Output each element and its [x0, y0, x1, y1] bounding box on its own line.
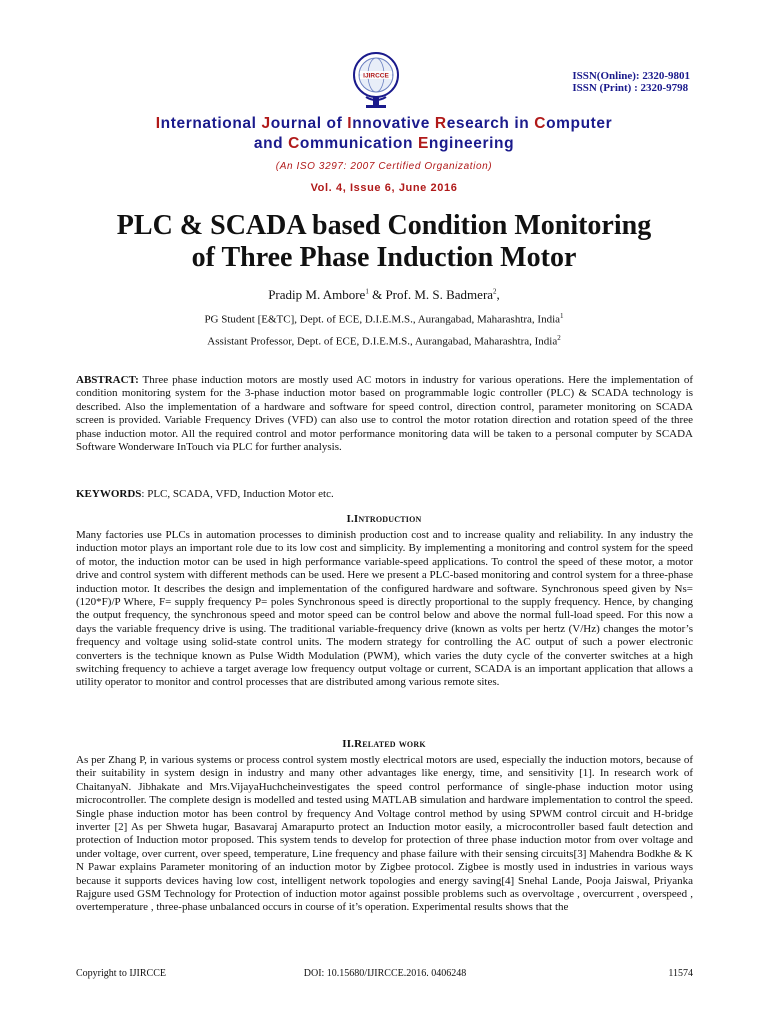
journal-name-part: R [434, 115, 447, 132]
affiliation-1-text: PG Student [E&TC], Dept. of ECE, D.I.E.M.S., Aurangabad, Maharashtra, India [204, 313, 561, 326]
affiliation-1-sup: 1 [560, 312, 564, 320]
paper-title-line2: of Three Phase Induction Motor [191, 242, 577, 273]
ijircce-logo [344, 47, 408, 111]
issn-print: ISSN (Print) : 2320-9798 [572, 82, 689, 94]
section-introduction-heading: I.Introduction [346, 513, 422, 525]
journal-name-part: esearch in [446, 115, 535, 132]
abstract [76, 374, 693, 454]
affiliation-2 [0, 334, 768, 348]
footer-page-number: 11574 [668, 968, 693, 979]
journal-name-part: omputer [546, 115, 613, 132]
author-end: , [496, 287, 500, 302]
paper-title [0, 210, 768, 274]
journal-name [0, 114, 768, 154]
journal-name-part: nternational [160, 115, 262, 132]
iso-certification: (An ISO 3297: 2007 Certified Organization) [275, 161, 493, 172]
journal-name-part: I [347, 115, 353, 132]
author-1-sup: 1 [365, 287, 369, 296]
journal-name-part: ngineering [428, 135, 515, 152]
author-2-sup: 2 [493, 287, 497, 296]
journal-name-part: and [253, 135, 289, 152]
journal-name-part: C [534, 115, 547, 132]
abstract-label: ABSTRACT: [76, 374, 139, 386]
journal-name-part: ournal of [270, 115, 348, 132]
abstract-text: Three phase induction motors are mostly used AC motors in industry for various operations. Here the implementation of condition monitoring system for the 3-phase induction motor based on programmable logic controller (PLC) & SCADA technology is described. Also the implementation of a hardware and software for speed control, direction control, parameter monitoring on SCADA screen is provided. Variable Frequency Drives (VFD) can also use to control the motor rotation direction and rotation speed of the three phase induction motor. All the required control and motor performance monitoring data will be taken to a personal computer by SCADA Software Wonderware InTouch via PLC for further analysis. [76, 374, 693, 454]
journal-name-part: nnovative [352, 115, 435, 132]
section-related-work-heading: II.Related work [342, 738, 426, 750]
keywords-text: : PLC, SCADA, VFD, Induction Motor etc. [141, 488, 334, 500]
authors [0, 287, 768, 303]
author-1: Pradip M. Ambore [268, 287, 366, 302]
keywords [76, 488, 693, 500]
journal-name-part: E [417, 135, 429, 152]
journal-name-part: C [288, 135, 300, 152]
journal-name-part: J [261, 115, 271, 132]
journal-name-line2 [0, 134, 768, 154]
keywords-label: KEYWORDS [76, 488, 142, 500]
journal-name-line1 [0, 114, 768, 134]
journal-name-part: ommunication [299, 135, 418, 152]
affiliation-1 [0, 312, 768, 326]
section-introduction-text: Many factories use PLCs in automation processes to diminish production cost and to increase quality and reliability. In any industry the induction motor plays an important role due to its low cost and simplicity. By implementing a monitoring and control system for the speed of motor, the induction motor can be used in high performance variable-speed applications. To control the speed of these motor, a motor drive and control system with different methods can be used. Here we present a PLC-based monitoring and control system for a three-phase induction motor. It describes the design and implementation of the configured hardware and software. Synchronous speed given by Ns= (120*F)/P Where, F= supply frequency P= poles Synchronous speed is directly proportional to the supply frequency. Hence, by changing the output frequency, the synchronous speed and motor speed can be control below and above the normal full-load speed. For this now a days the variable frequency drive is using. The traditional variable-frequency drive (known as volts per hertz (V/Hz) changes the motor’s frequency and voltage using solid-state control units. The modern strategy for controlling the AC output of such a power electronic converters is the technique known as Pulse Width Modulation (PWM), which varies the duty cycle of the converter switches at a high switching frequency to achieve a target average low frequency output voltage or current, SCADA is an important application that allows a utility operator to monitor and control processes that are distributed among various remote sites. [76, 529, 693, 689]
svg-text:IJIRCCE: IJIRCCE [363, 72, 389, 80]
footer-doi: DOI: 10.15680/IJIRCCE.2016. 0406248 [303, 968, 467, 979]
paper-title-line1: PLC & SCADA based Condition Monitoring [116, 210, 652, 241]
issn-online: ISSN(Online): 2320-9801 [572, 70, 690, 82]
issn-block [572, 70, 690, 94]
section-related-work-text: As per Zhang P, in various systems or process control system mostly electrical motors are used, especially the induction motors, because of their suitability in system design in industry and many other advantages like energy, time, and sensitivity [1]. In research work of ChaitanyaN. Jibhakate and Mrs.VijayaHuchcheinvestigates the speed control performance of single-phase induction motor using microcontroller. The complete design is modelled and tested using MATLAB simulation and hardware implementation to control the speed. Single phase induction motor has been control by frequency And Voltage control method by using SPWM control circuit and H-bridge inverter [2] As per Shweta hugar, Basavaraj Amarapurto protect an Induction motor easily, a microcontroller based fault detection and protection of Induction motor proposed. This system tends to develop for protection of three phase induction motor from over voltage and under voltage, over current, over speed, temperature, Line frequency and phase failure with their sensing circuits[3] Mahendra Bodkhe & K N Pawar explains Parameter monitoring of an induction motor by Zigbee protocol. Zigbee is mostly used in industries in various ways because it supports devices having low cost, intelligent network topologies and energy saving[4] Snehal Lande, Pooja Jaiswal, Priyanka Rajgure used GSM Technology for Protection of induction motor against possible problems such as overvoltage , overcurrent , overspeed , overtemperature , three-phase unbalanced occurs in course of it’s operation. Experimental results shows that the [76, 754, 693, 914]
footer-copyright: Copyright to IJIRCCE [76, 968, 167, 979]
author-separator: & Prof. M. S. Badmera [368, 287, 494, 302]
affiliation-2-sup: 2 [557, 334, 561, 342]
affiliation-2-text: Assistant Professor, Dept. of ECE, D.I.E.M.S., Aurangabad, Maharashtra, India [207, 335, 558, 348]
journal-name-part: I [155, 115, 161, 132]
volume-issue: Vol. 4, Issue 6, June 2016 [310, 182, 458, 194]
